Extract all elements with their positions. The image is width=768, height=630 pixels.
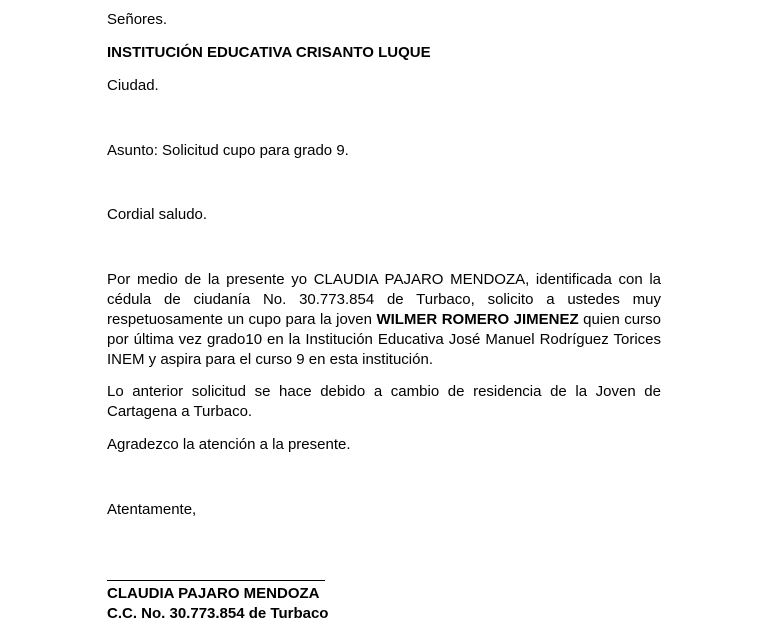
closing-line: Atentamente, [107,501,197,518]
salutation-to: Señores. [107,11,168,28]
institution-name: INSTITUCIÓN EDUCATIVA CRISANTO LUQUE [107,44,431,61]
signature-id: C.C. No. 30.773.854 de Turbaco [107,605,329,622]
greeting-line: Cordial saludo. [107,206,208,223]
body1-after: quien curso por última vez grado10 en la Institución Educativa José Manuel Rodríguez Torices INEM y aspira para el curso 9 en esta institución. [107,311,661,368]
student-name: WILMER ROMERO JIMENEZ [376,311,579,328]
subject-line: Asunto: Solicitud cupo para grado 9. [107,142,349,159]
body-paragraph-2: Lo anterior solicitud se hace debido a cambio de residencia de la Joven de Cartagena a Turbaco. [107,383,661,420]
signature-name: CLAUDIA PAJARO MENDOZA [107,585,320,602]
signature-line [107,580,325,581]
city-line: Ciudad. [107,77,159,94]
body1-before: Por medio de la presente yo CLAUDIA PAJARO MENDOZA, identificada con la cédula de ciudanía No. 30.773.854 de Turbaco, solicito a ustedes muy respetuosamente un cupo para la joven [107,271,661,328]
body-paragraph-1 [107,270,661,370]
thanks-line: Agradezco la atención a la presente. [107,436,351,453]
